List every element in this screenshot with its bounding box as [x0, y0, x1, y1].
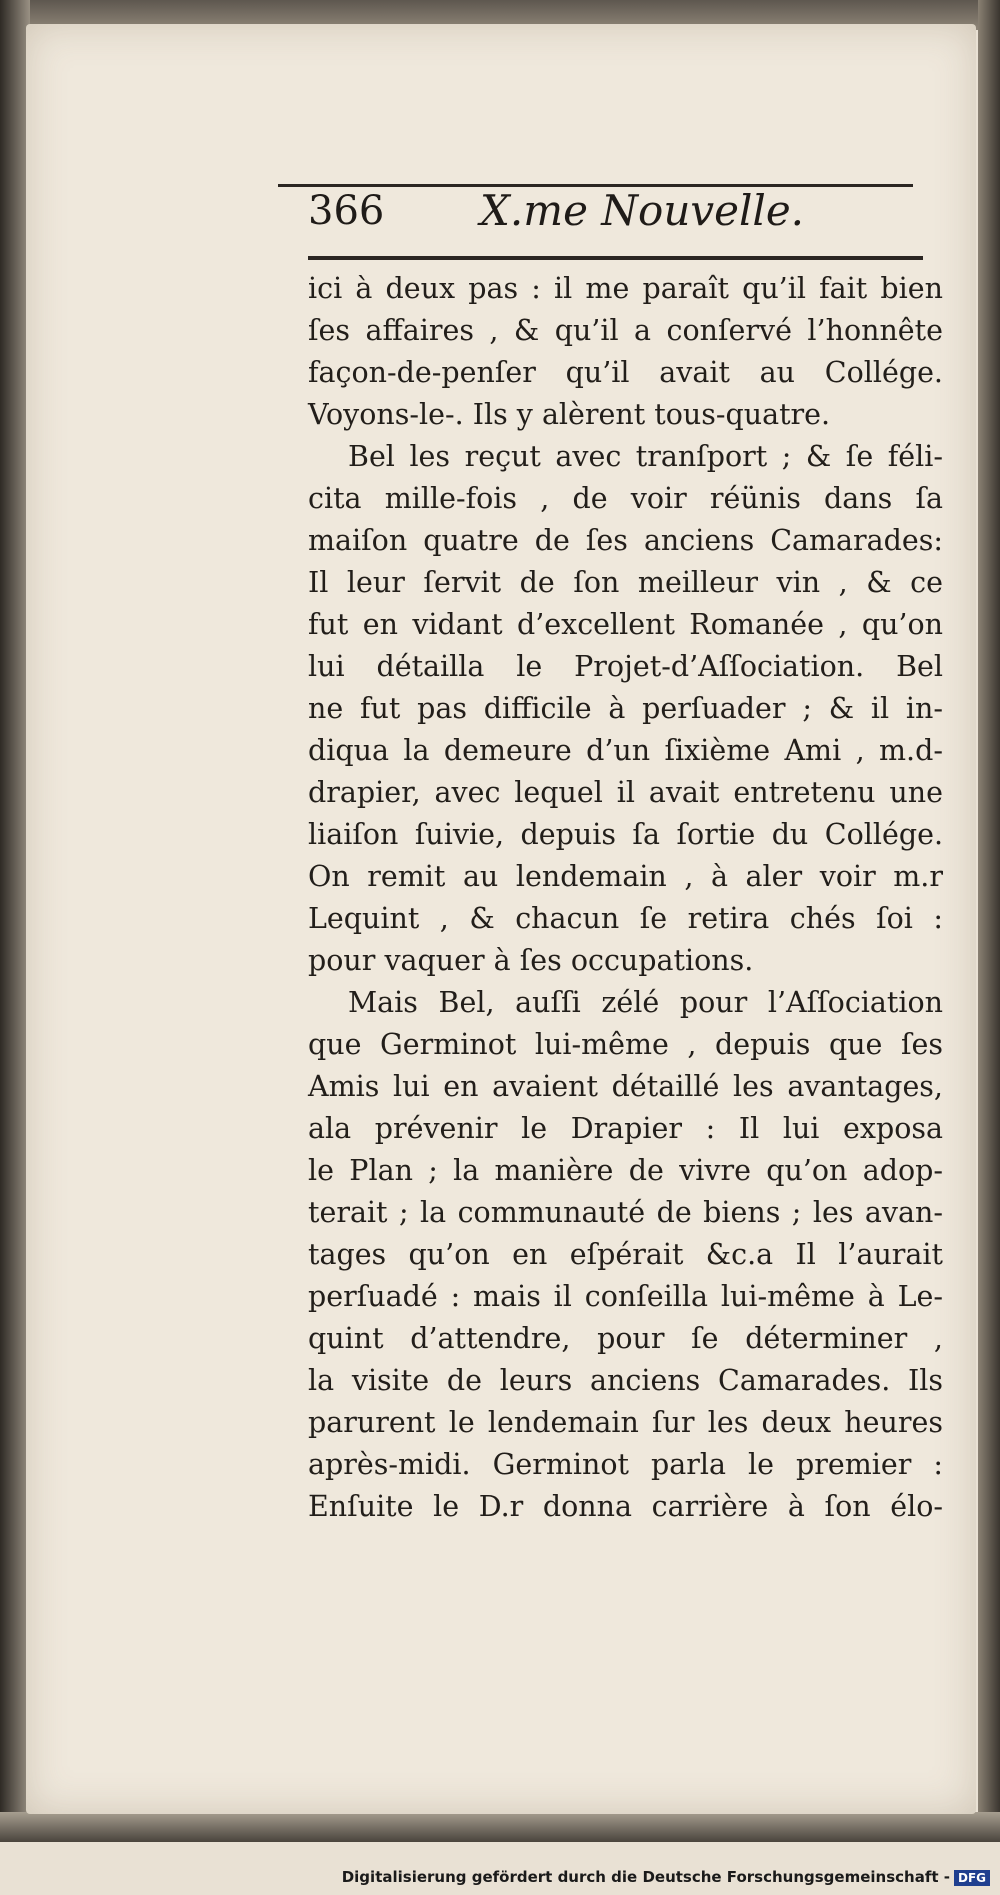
text-line: terait ; la communauté de biens ; les avan-: [308, 1196, 943, 1229]
credit-text: Digitalisierung gefördert durch die Deutsche Forschungsgemeinschaft -: [341, 1868, 950, 1886]
text-line: Mais Bel, auſſi zélé pour l’Aſſociation: [348, 986, 943, 1019]
dfg-logo: DFG: [954, 1870, 990, 1886]
running-title: X.me Nouvelle.: [480, 186, 805, 235]
text-line: diqua la demeure d’un ſixième Ami , m.d-: [308, 734, 943, 767]
text-line: Lequint , & chacun ſe retira chés ſoi :: [308, 902, 943, 935]
text-line: On remit au lendemain , à aler voir m.r: [308, 860, 943, 893]
text-line: façon-de-penſer qu’il avait au Collége.: [308, 356, 943, 389]
text-line: ne fut pas difficile à perſuader ; & il in-: [308, 692, 943, 725]
text-line: le Plan ; la manière de vivre qu’on adop-: [308, 1154, 943, 1187]
body-text: [308, 268, 943, 1528]
book-edge-bottom: [0, 1812, 1000, 1842]
text-line: que Germinot lui-même , depuis que ſes: [308, 1028, 943, 1061]
text-line: perſuadé : mais il conſeilla lui-même à Le-: [308, 1280, 943, 1313]
text-line: Il leur ſervit de ſon meilleur vin , & ce: [308, 566, 943, 599]
page-number: 366: [308, 188, 385, 234]
text-line: parurent le lendemain ſur les deux heures: [308, 1406, 943, 1439]
text-line: drapier, avec lequel il avait entretenu une: [308, 776, 943, 809]
header-rule-bottom: [308, 256, 923, 260]
text-line: Amis lui en avaient détaillé les avantages,: [308, 1070, 943, 1103]
text-line: lui détailla le Projet-d’Aſſociation. Bel: [308, 650, 943, 683]
text-line: Bel les reçut avec tranſport ; & ſe féli-: [348, 440, 943, 473]
text-line: tages qu’on en eſpérait &c.a Il l’aurait: [308, 1238, 943, 1271]
text-line: ſes affaires , & qu’il a conſervé l’honnête: [308, 314, 943, 347]
text-line: liaiſon ſuivie, depuis ſa ſortie du Collége.: [308, 818, 943, 851]
text-line: Enſuite le D.r donna carrière à ſon élo-: [308, 1490, 943, 1523]
text-line: fut en vidant d’excellent Romanée , qu’on: [308, 608, 943, 641]
text-line: quint d’attendre, pour ſe déterminer ,: [308, 1322, 943, 1355]
text-line: cita mille-fois , de voir réünis dans ſa: [308, 482, 943, 515]
text-line: maiſon quatre de ſes anciens Camarades:: [308, 524, 943, 557]
text-line: ala prévenir le Drapier : Il lui exposa: [308, 1112, 943, 1145]
text-line: la visite de leurs anciens Camarades. Ils: [308, 1364, 943, 1397]
text-line: pour vaquer à ſes occupations.: [308, 944, 754, 977]
text-line: ici à deux pas : il me paraît qu’il fait bien: [308, 272, 943, 305]
book-edge-right: [978, 0, 1000, 1840]
text-line: Voyons-le-. Ils y alèrent tous-quatre.: [308, 398, 831, 431]
text-line: après-midi. Germinot parla le premier :: [308, 1448, 943, 1481]
digitization-credit: [0, 1868, 990, 1886]
